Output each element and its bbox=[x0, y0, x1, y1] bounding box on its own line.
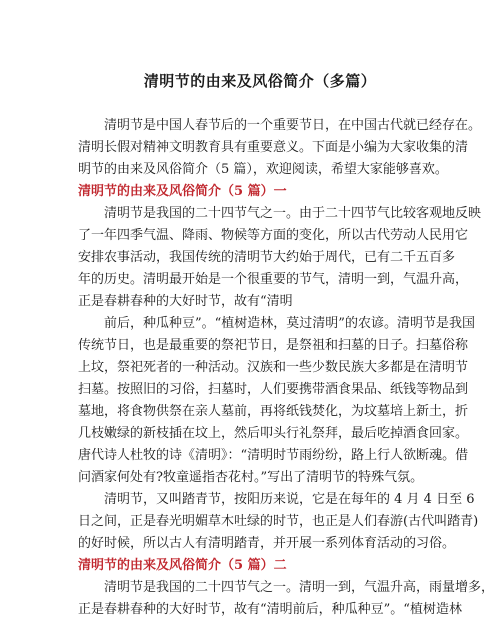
paragraph-line: 正是春耕春种的大好时节，故有“清明前后，种瓜种豆”。“植树造林 bbox=[78, 602, 462, 617]
paragraph-line: 问酒家何处有?牧童遥指杏花村。”写出了清明节的特殊气氛。 bbox=[78, 470, 424, 485]
document-body bbox=[78, 115, 495, 621]
paragraph-line: 几枝嫩绿的新枝插在坟上，然后叩头行礼祭拜，最后吃掉酒食回家。 bbox=[78, 426, 469, 441]
paragraph-line: 上坟，祭祀死者的一种活动。汉族和一些少数民族大多都是在清明节 bbox=[78, 360, 469, 375]
paragraph-line: 唐代诗人杜牧的诗《清明》：“清明时节雨纷纷，路上行人欲断魂。借 bbox=[78, 448, 469, 463]
document-title: 清明节的由来及风俗简介（多篇） bbox=[143, 72, 377, 90]
paragraph-line: 扫墓。按照旧的习俗，扫墓时，人们要携带酒食果品、纸钱等物品到 bbox=[78, 382, 469, 397]
paragraph-line: 年的历史。清明最开始是一个很重要的节气，清明一到，气温升高， bbox=[78, 272, 469, 287]
paragraph-line: 墓地，将食物供祭在亲人墓前，再将纸钱焚化，为坟墓培上新土，折 bbox=[78, 404, 469, 419]
paragraph-line: 清明节，又叫踏青节，按阳历来说，它是在每年的 4 月 4 日至 6 bbox=[104, 492, 475, 507]
paragraph-line: 传统节日，也是最重要的祭祀节日，是祭祖和扫墓的日子。扫墓俗称 bbox=[78, 338, 469, 353]
paragraph-line: 正是春耕春种的大好时节，故有“清明 bbox=[78, 294, 293, 309]
paragraph-line: 清明节是中国人春节后的一个重要节日，在中国古代就已经存在。 bbox=[104, 118, 482, 133]
paragraph-line: 清明长假对精神文明教育具有重要意义。下面是小编为大家收集的清 bbox=[78, 140, 469, 155]
paragraph-line: 前后，种瓜种豆”。“植树造林，莫过清明”的农谚。清明节是我国 bbox=[104, 316, 475, 331]
paragraph-line: 安排农事活动，我国传统的清明节大约始于周代，已有二千五百多 bbox=[78, 250, 456, 265]
section-heading: 清明节的由来及风俗简介（5 篇）二 bbox=[78, 558, 287, 573]
paragraph-line: 日之间，正是春光明媚草木吐绿的时节，也正是人们春游(古代叫踏青) bbox=[78, 514, 479, 529]
paragraph-line: 了一年四季气温、降雨、物候等方面的变化，所以古代劳动人民用它 bbox=[78, 228, 469, 243]
section-heading: 清明节的由来及风俗简介（5 篇）一 bbox=[78, 184, 287, 199]
paragraph-line: 明节的由来及风俗简介（5 篇），欢迎阅读，希望大家能够喜欢。 bbox=[78, 162, 448, 177]
paragraph-line: 的好时候，所以古人有清明踏青，并开展一系列体育活动的习俗。 bbox=[78, 536, 456, 551]
paragraph-line: 清明节是我国的二十四节气之一。由于二十四节气比较客观地反映 bbox=[104, 206, 482, 221]
paragraph-line: 清明节是我国的二十四节气之一。清明一到，气温升高，雨量增多， bbox=[104, 580, 495, 595]
document-page bbox=[0, 70, 500, 635]
